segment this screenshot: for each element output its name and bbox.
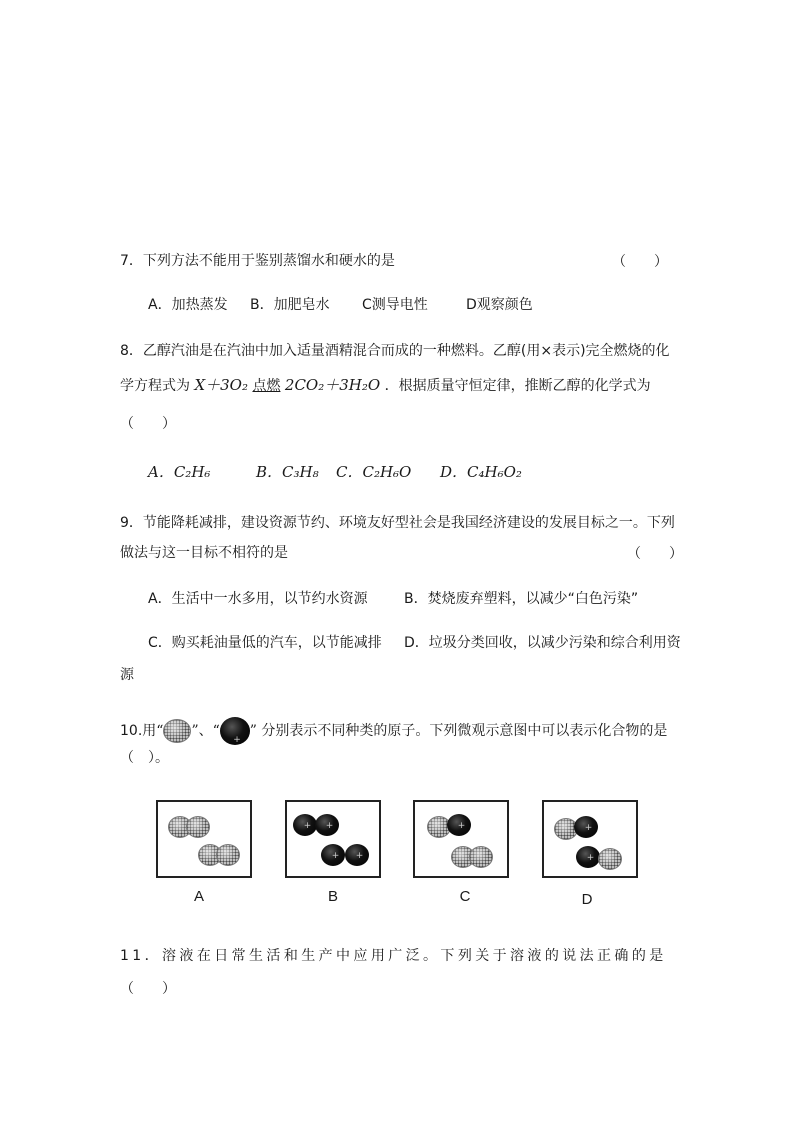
q8-option-b-text: B．C₃H₈ xyxy=(256,463,319,481)
q9-option-b: B．焚烧废弃塑料，以减少“白色污染” xyxy=(404,591,639,607)
q7-option-c: C测导电性 xyxy=(362,297,428,313)
q10-stem-line1 xyxy=(120,716,667,746)
diagram-label-a: A xyxy=(193,888,204,905)
q8-equation-condition: 点燃 xyxy=(252,378,281,394)
q9-option-a: A．生活中一水多用，以节约水资源 xyxy=(148,591,368,607)
q9-stem-line2: 做法与这一目标不相符的是 xyxy=(120,545,288,561)
q11-answer-paren: （ ） xyxy=(120,981,176,997)
diagram-label-b: B xyxy=(327,888,338,905)
q8-answer-paren: （ ） xyxy=(120,416,176,432)
black-atom-icon xyxy=(345,844,369,866)
q10-stem-post: 分别表示不同种类的原子。下列微观示意图中可以表示化合物的是 xyxy=(261,723,668,739)
q8-equation-left: X＋3O₂ xyxy=(194,376,248,394)
gray-atom-icon xyxy=(469,846,493,868)
black-atom-icon xyxy=(321,844,345,866)
q7-answer-paren: （ ） xyxy=(612,254,668,270)
q8-equation-right: 2CO₂＋3H₂O xyxy=(284,376,381,394)
diagram-box-a xyxy=(156,800,252,878)
black-atom-icon xyxy=(574,816,598,838)
gray-atom-icon xyxy=(216,844,240,866)
black-atom-icon xyxy=(576,846,600,868)
q8-option-c xyxy=(336,462,411,483)
q9-stem-line1: 9．节能降耗减排，建设资源节约、环境友好型社会是我国经济建设的发展目标之一。下列 xyxy=(120,515,675,531)
black-atom-icon xyxy=(315,814,339,836)
diagram-box-d xyxy=(542,800,638,878)
q8-stem-post: ．根据质量守恒定律，推断乙醇的化学式为 xyxy=(384,378,651,394)
q8-option-d xyxy=(440,462,522,483)
black-atom-icon xyxy=(220,717,250,745)
diagram-label-d: D xyxy=(581,891,593,908)
q8-stem-line1: 8．乙醇汽油是在汽油中加入适量酒精混合而成的一种燃料。乙醇(用×表示)完全燃烧的化 xyxy=(120,343,670,359)
q8-option-c-text: C．C₂H₆O xyxy=(336,463,412,481)
q10-quote-close-2: ” xyxy=(249,723,257,739)
q8-option-a-text: A．C₂H₆ xyxy=(148,463,211,481)
q7-option-a: A．加热蒸发 xyxy=(148,297,228,313)
black-atom-icon xyxy=(293,814,317,836)
q10-quote-open-2: “ xyxy=(212,723,220,739)
q10-stem-pre: 10.用 xyxy=(120,723,157,739)
diagram-box-b xyxy=(285,800,381,878)
q9-option-c: C．购买耗油量低的汽车，以节能减排 xyxy=(148,635,382,651)
q9-answer-paren: （ ） xyxy=(627,546,683,562)
diagram-box-c xyxy=(413,800,509,878)
q7-stem: 7．下列方法不能用于鉴别蒸馏水和硬水的是 xyxy=(120,253,395,269)
q8-option-a xyxy=(148,462,210,483)
q8-option-d-text: D．C₄H₆O₂ xyxy=(440,463,522,481)
q9-option-d-line2: 源 xyxy=(120,667,134,683)
q7-option-b: B．加肥皂水 xyxy=(250,297,330,313)
q7-option-d: D观察颜色 xyxy=(466,297,533,313)
q8-option-b xyxy=(256,462,319,483)
gray-atom-icon xyxy=(186,816,210,838)
gray-atom-icon xyxy=(598,848,622,870)
q8-stem-line2 xyxy=(120,375,651,396)
gray-atom-icon xyxy=(163,719,191,743)
q10-quote-open-1: “ xyxy=(156,723,164,739)
q8-stem-pre: 学方程式为 xyxy=(120,378,190,394)
q10-quote-close-1: ” xyxy=(191,723,199,739)
q10-separator: 、 xyxy=(198,723,213,739)
diagram-label-c: C xyxy=(459,888,471,905)
black-atom-icon xyxy=(447,814,471,836)
q9-option-d-line1: D．垃圾分类回收，以减少污染和综合利用资 xyxy=(404,635,681,651)
q11-stem: 11．溶液在日常生活和生产中应用广泛。下列关于溶液的说法正确的是 xyxy=(120,948,667,964)
q10-stem-line2: （ ）。 xyxy=(120,750,169,766)
